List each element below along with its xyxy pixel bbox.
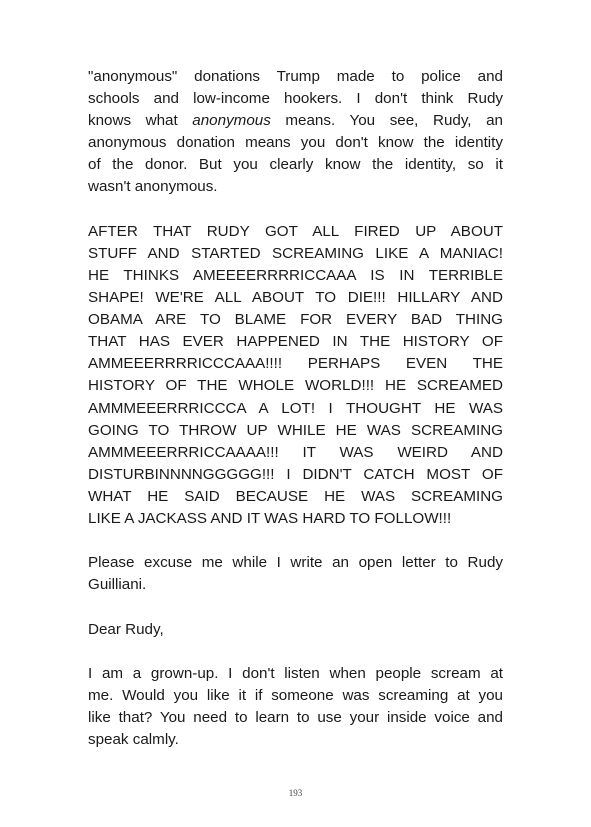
page-number: 193 — [288, 788, 303, 798]
text-line: Please excuse me while I write an open letter to Rudy — [88, 554, 503, 572]
text-line: anonymous donation means you don't know the identity — [88, 134, 503, 152]
salutation-line: Dear Rudy, — [88, 620, 164, 638]
text-line: DISTURBINNNNGGGGG!!! I DIDN'T CATCH MOST OF — [88, 465, 503, 483]
paragraph-salutation — [88, 619, 503, 641]
text-line: THAT HAS EVER HAPPENED IN THE HISTORY OF — [88, 333, 503, 351]
page-body — [88, 66, 503, 773]
text-line: Guilliani. — [88, 576, 147, 594]
text-line: I am a grown-up. I don't listen when people scream at — [88, 664, 503, 682]
text-line: WHAT HE SAID BECAUSE HE WAS SCREAMING — [88, 487, 503, 505]
text-line: "anonymous" donations Trump made to police and — [88, 68, 503, 85]
text-line: speak calmly. — [88, 731, 179, 749]
emphasized-word: anonymous — [192, 112, 271, 130]
paragraph-grown-up — [88, 663, 503, 751]
text-line: GOING TO THROW UP WHILE HE WAS SCREAMING — [88, 421, 503, 439]
text-line: AMMMEEERRRICCAAAA!!! IT WAS WEIRD AND — [88, 443, 503, 461]
text-line: STUFF AND STARTED SCREAMING LIKE A MANIAC! — [88, 244, 503, 262]
text-line: me. Would you like it if someone was screaming at you — [88, 687, 503, 704]
text-line: LIKE A JACKASS AND IT WAS HARD TO FOLLOW!!! — [88, 509, 452, 527]
text-line: OBAMA ARE TO BLAME FOR EVERY BAD THING — [88, 311, 503, 329]
paragraph-screaming — [88, 221, 503, 530]
text-line: schools and low-income hookers. I don't think Rudy — [88, 90, 503, 108]
text-line: of the donor. But you clearly know the identity, so it — [88, 156, 503, 174]
paragraph-open-letter-intro — [88, 552, 503, 596]
text-line: AMMMEEERRRICCCA A LOT! I THOUGHT HE WAS — [88, 399, 503, 417]
text-line: HISTORY OF THE WHOLE WORLD!!! HE SCREAMED — [88, 377, 503, 395]
text-line: SHAPE! WE'RE ALL ABOUT TO DIE!!! HILLARY AND — [88, 289, 503, 307]
paragraph-anonymous-donations — [88, 66, 503, 199]
text-line-with-emphasis — [88, 110, 503, 132]
text-line: AFTER THAT RUDY GOT ALL FIRED UP ABOUT — [88, 222, 503, 240]
text-line: HE THINKS AMEEEERRRRICCAAA IS IN TERRIBLE — [88, 266, 503, 284]
text-line: like that? You need to learn to use your inside voice and — [88, 709, 503, 727]
text-fragment: means. You see, Rudy, an — [270, 112, 503, 130]
text-line: AMMEEERRRRICCCAAA!!!! PERHAPS EVEN THE — [88, 355, 503, 373]
text-line: wasn't anonymous. — [88, 178, 218, 196]
text-fragment: knows what — [88, 112, 193, 130]
